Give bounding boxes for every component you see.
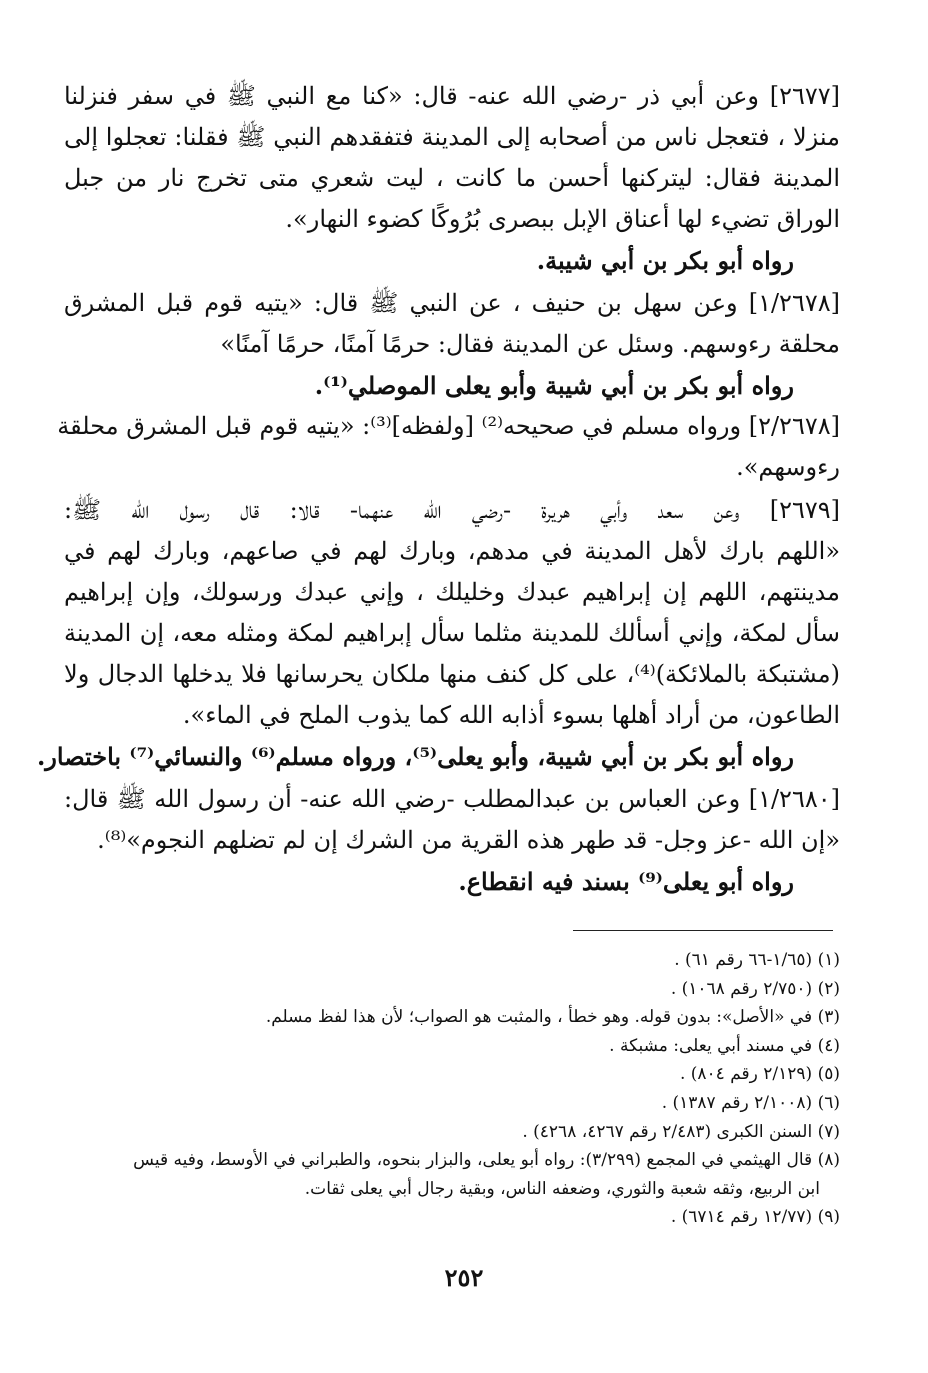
hadith-2678-2 bbox=[57, 406, 840, 488]
text-line: [٢٦٧٩] وعن سعد وأبي هريرة -رضي الله عنهما- قالا: قال رسول الله ﷺ: bbox=[64, 496, 840, 524]
footnote-continuation: ابن الربيع، وثقه شعبة والثوري، وضعفه الناس، وبقية رجال أبي يعلى ثقات. bbox=[304, 1178, 820, 1199]
text-line: [١/٢٦٧٨] وعن سهل بن حنيف ، عن النبي ﷺ قال: «يتيه قوم قبل المشرق bbox=[64, 289, 840, 317]
text-line: محلقة رءوسهم. وسئل عن المدينة فقال: حرمًا آمنًا، حرمًا آمنًا» bbox=[220, 330, 840, 358]
text-line: منزلا ، فتعجل ناس من أصحابه إلى المدينة فتفقدهم النبي ﷺ فقلنا: تعجلوا إلى bbox=[64, 123, 840, 151]
footnotes bbox=[64, 946, 840, 1232]
hadith-2680-1 bbox=[64, 779, 840, 902]
footnote-divider bbox=[573, 930, 833, 931]
text-line: «إن الله -عز وجل- قد طهر هذه القرية من الشرك إن لم تضلهم النجوم»⁽⁸⁾. bbox=[97, 826, 840, 854]
footnote: (١) (١/٦٥-٦٦ رقم ٦١) . bbox=[674, 950, 840, 970]
text-line: الوراق تضيء لها أعناق الإبل ببصرى بُرُوكًا كضوء النهار». bbox=[285, 205, 840, 233]
text-line: (مشتبكة بالملائكة)⁽⁴⁾، على كل كنف منها ملكان يحرسانها فلا يدخلها الدجال ولا bbox=[64, 660, 841, 688]
footnote: (٧) السنن الكبرى (٢/٤٨٣ رقم ٤٢٦٧، ٤٢٦٨) . bbox=[522, 1121, 840, 1142]
text-line: [٢٦٧٧] وعن أبي ذر -رضي الله عنه- قال: «كنا مع النبي ﷺ في سفر فنزلنا bbox=[64, 82, 840, 110]
footnote: (٥) (٢/١٢٩ رقم ٨٠٤) . bbox=[679, 1064, 840, 1085]
footnote: (٣) في «الأصل»: بدون قوله. وهو خطأ ، والمثبت هو الصواب؛ لأن هذا لفظ مسلم. bbox=[265, 1007, 840, 1028]
hadith-2678-1 bbox=[64, 283, 840, 406]
footnote: (٦) (٢/١٠٠٨ رقم ١٣٨٧) . bbox=[661, 1092, 840, 1113]
text-line: رءوسهم». bbox=[736, 453, 840, 481]
text-line: [٢/٢٦٧٨] ورواه مسلم في صحيحه⁽²⁾ [ولفظه]⁽³⁾: «يتيه قوم قبل المشرق محلقة bbox=[57, 412, 840, 440]
text-line: مدينتهم، اللهم إن إبراهيم عبدك وخليلك ، وإني عبدك ورسولك، وإن إبراهيم bbox=[64, 578, 840, 606]
main-text bbox=[36, 76, 841, 902]
page-number: ٢٥٢ bbox=[444, 1263, 484, 1292]
hadith-2679 bbox=[36, 490, 841, 777]
text-line: الطاعون، من أراد أهلها بسوء أذابه الله كما يذوب الملح في الماء». bbox=[182, 701, 840, 729]
riwaya-line: رواه أبو يعلى⁽⁹⁾ بسند فيه انقطاع. bbox=[458, 867, 794, 896]
text-line: [١/٢٦٨٠] وعن العباس بن عبدالمطلب -رضي الله عنه- أن رسول الله ﷺ قال: bbox=[64, 785, 840, 813]
text-line: «اللهم بارك لأهل المدينة في مدهم، وبارك لهم في صاعهم، وبارك لهم في bbox=[64, 537, 840, 565]
footnote: (٢) (٢/٧٥٠ رقم ١٠٦٨) . bbox=[670, 978, 840, 999]
footnote: (٩) (١٢/٧٧ رقم ٦٧١٤) . bbox=[670, 1207, 840, 1228]
riwaya-line: رواه أبو بكر بن أبي شيبة، وأبو يعلى⁽⁵⁾، ورواه مسلم⁽⁶⁾ والنسائي⁽⁷⁾ باختصار. bbox=[36, 742, 794, 771]
riwaya-line: رواه أبو بكر بن أبي شيبة. bbox=[536, 246, 794, 275]
footnote: (٨) قال الهيثمي في المجمع (٣/٢٩٩): رواه أبو يعلى، والبزار بنحوه، والطبراني في الأوسط، وفيه قيس bbox=[133, 1150, 840, 1171]
text-line: المدينة فقال: ليتركنها أحسن ما كانت ، ليت شعري متى تخرج نار من جبل bbox=[64, 164, 840, 192]
riwaya-line: رواه أبو بكر بن أبي شيبة وأبو يعلى الموصلي⁽¹⁾. bbox=[314, 371, 794, 400]
hadith-2677 bbox=[64, 76, 840, 281]
text-line: سأل لمكة، وإني أسألك للمدينة مثلما سأل إبراهيم لمكة ومثله معه، إن المدينة bbox=[64, 619, 840, 647]
footnote: (٤) في مسند أبي يعلى: مشبكة . bbox=[609, 1035, 840, 1056]
